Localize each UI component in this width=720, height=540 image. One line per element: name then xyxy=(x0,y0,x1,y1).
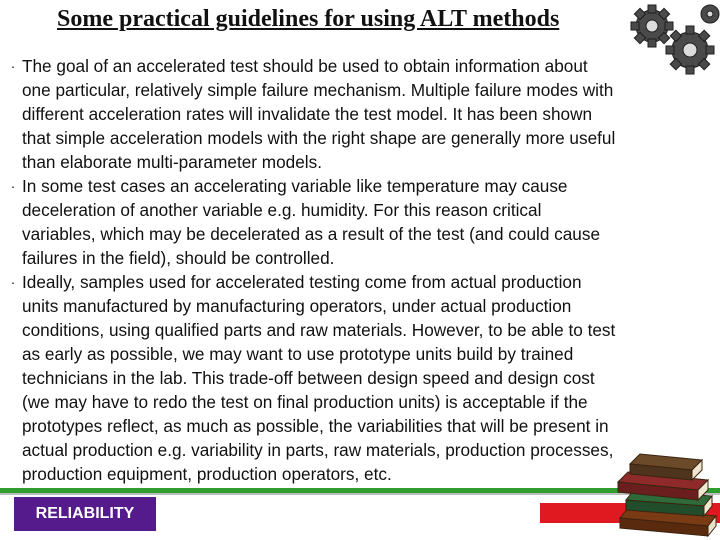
content-body xyxy=(4,54,716,486)
text-line: actual production e.g. variability in parts, raw materials, production processes, xyxy=(22,440,614,460)
text-line: as early as possible, we may want to use prototype units build by trained xyxy=(22,344,574,364)
text-line: (we may have to redo the test on final production units) is acceptable if the xyxy=(22,392,588,412)
text-line: failures in the field), should be controlled. xyxy=(22,248,335,268)
text-line: deceleration of another variable e.g. humidity. For this reason critical xyxy=(22,200,542,220)
text-line: different acceleration rates will invalidate the test model. It has been shown xyxy=(22,104,593,124)
books-icon xyxy=(612,446,720,540)
text-line: units manufactured by manufacturing operators, under actual production xyxy=(22,296,572,316)
bullet-item xyxy=(4,270,716,486)
footer-label: RELIABILITY xyxy=(14,497,156,531)
text-line: Ideally, samples used for accelerated testing come from actual production xyxy=(22,272,582,292)
text-line: conditions, using qualified parts and raw materials. However, to be able to test xyxy=(22,320,616,340)
text-line: than elaborate multi-parameter models. xyxy=(22,152,322,172)
bullet-item xyxy=(4,54,716,174)
text-line: one particular, relatively simple failure mechanism. Multiple failure modes with xyxy=(22,80,614,100)
text-line: production equipment, production operators, etc. xyxy=(22,464,392,484)
bullet-mark: · xyxy=(10,58,16,74)
bullet-mark: · xyxy=(10,274,16,290)
text-line: that simple acceleration models with the right shape are generally more useful xyxy=(22,128,616,148)
bullet-mark: · xyxy=(10,178,16,194)
bullet-item xyxy=(4,174,716,270)
text-line: variables, which may be decelerated as a result of the test (and could cause xyxy=(22,224,601,244)
text-line: prototypes reflect, as much as possible, the variabilities that will be present in xyxy=(22,416,609,436)
bullet-text xyxy=(22,54,716,174)
text-line: technicians in the lab. This trade-off between design speed and design cost xyxy=(22,368,595,388)
text-line: The goal of an accelerated test should be used to obtain information about xyxy=(22,56,588,76)
page-title: Some practical guidelines for using ALT methods xyxy=(57,6,560,32)
bullet-text xyxy=(22,174,716,270)
text-line: In some test cases an accelerating variable like temperature may cause xyxy=(22,176,568,196)
